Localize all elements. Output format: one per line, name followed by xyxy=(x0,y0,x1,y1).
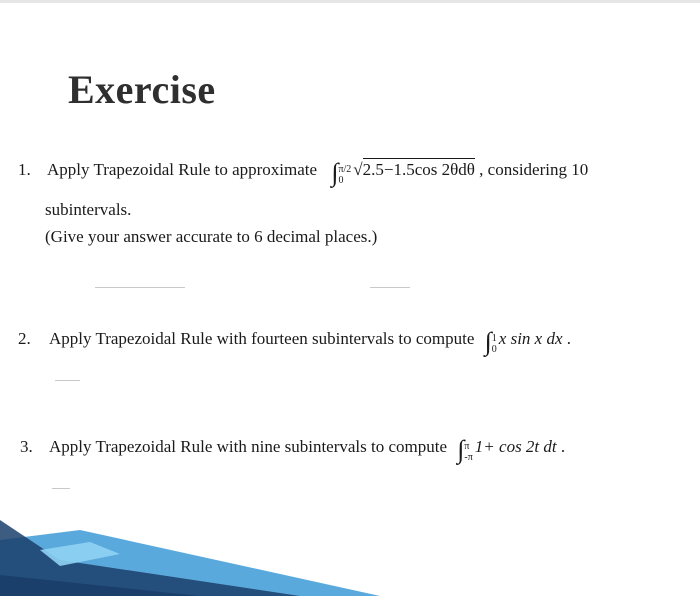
integral-sign-icon: ∫ xyxy=(484,327,492,356)
integral-sign-icon: ∫ xyxy=(331,158,339,187)
exercise-1-continuation: subintervals. xyxy=(45,200,132,219)
integral-expression xyxy=(457,435,561,464)
integrand: 2.5−1.5cos 2θdθ xyxy=(362,160,475,179)
exercise-number: 2. xyxy=(18,329,31,348)
integral-expression xyxy=(484,327,567,356)
integral-expression xyxy=(331,158,479,187)
integral-sign-icon: ∫ xyxy=(457,435,465,464)
integrand: x sin x dx xyxy=(498,329,563,348)
decorative-footer-band xyxy=(0,520,700,596)
sqrt-icon: √ xyxy=(353,160,363,179)
exercise-text-after: . xyxy=(566,329,572,348)
integral-limits: π -π xyxy=(464,441,473,463)
exercise-number: 1. xyxy=(18,160,31,179)
exercise-1 xyxy=(18,158,588,188)
exercise-text: Apply Trapezoidal Rule with fourteen subintervals to compute xyxy=(49,329,475,348)
exercise-2 xyxy=(18,327,571,357)
integral-limits: 1 0 xyxy=(491,333,497,355)
exercise-3 xyxy=(20,435,565,465)
exercise-1-note: (Give your answer accurate to 6 decimal places.) xyxy=(45,227,378,246)
scan-mark xyxy=(52,488,70,489)
scan-mark xyxy=(95,287,185,288)
integral-limits: π/2 0 xyxy=(338,164,352,186)
scan-mark xyxy=(370,287,410,288)
top-border xyxy=(0,0,700,3)
exercise-text: Apply Trapezoidal Rule with nine subintervals to compute xyxy=(49,437,448,456)
exercise-text-after: . xyxy=(560,437,566,456)
exercise-text: Apply Trapezoidal Rule to approximate xyxy=(47,160,318,179)
scan-mark xyxy=(55,380,80,381)
wave-graphic xyxy=(0,520,700,596)
page-title: Exercise xyxy=(68,67,216,112)
exercise-number: 3. xyxy=(20,437,33,456)
exercise-text-after: , considering 10 xyxy=(479,160,589,179)
integrand: 1+ cos 2t dt xyxy=(474,437,557,456)
